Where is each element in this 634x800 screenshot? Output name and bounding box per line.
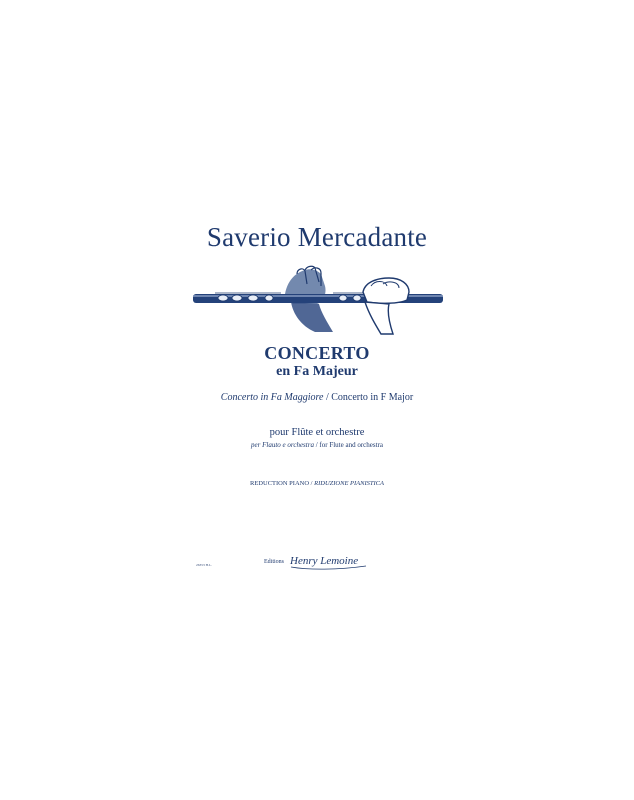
alt-title-separator: / <box>323 392 332 403</box>
alt-titles <box>0 392 634 403</box>
reduction-italian: RIDUZIONE PIANISTICA <box>314 480 384 487</box>
instrumentation-french: pour Flûte et orchestre <box>269 427 365 438</box>
instrumentation-separator: / <box>313 441 320 449</box>
reduction-line <box>0 480 634 487</box>
composer-name: Saverio Mercadante <box>206 222 428 252</box>
flute-illustration <box>193 264 443 336</box>
work-key: en Fa Majeur <box>276 364 358 379</box>
publisher-logo-icon <box>288 549 368 571</box>
flute-with-hands-icon <box>193 264 443 336</box>
alt-title-italian: Concerto in Fa Maggiore <box>220 392 324 403</box>
work-title: CONCERTO <box>264 343 370 363</box>
instrumentation-english: for Flute and orchestra <box>319 441 383 449</box>
instrumentation-italian: per Flauto e orchestra <box>251 441 314 449</box>
reduction-french: REDUCTION PIANO <box>250 480 310 487</box>
publisher-logo-text: Henry Lemoine <box>290 555 359 567</box>
instrumentation-alt <box>0 441 634 449</box>
publisher-prefix: Editions <box>264 559 285 565</box>
publisher-block <box>264 552 364 572</box>
alt-title-english: Concerto in F Major <box>331 392 414 403</box>
reduction-separator: / <box>309 480 315 487</box>
catalog-number: 26353 H.L. <box>196 563 213 567</box>
